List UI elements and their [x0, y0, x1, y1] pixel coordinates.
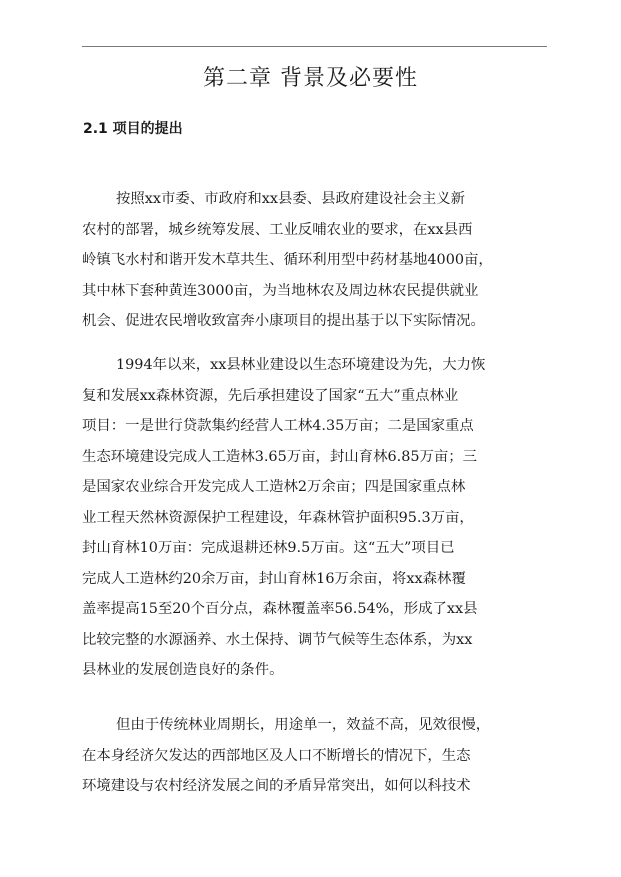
paragraph-line: 其中林下套种黄连3000亩，为当地林农及周边林农民提供就业 — [82, 282, 479, 299]
paragraph-line: 在本身经济欠发达的西部地区及人口不断增长的情况下，生态 — [82, 747, 471, 764]
paragraph-line: 农村的部署，城乡统筹发展、工业反哺农业的要求，在xx县西 — [82, 221, 473, 238]
paragraph-line: 比较完整的水源涵养、水土保持、调节气候等生态体系，为xx — [82, 631, 473, 648]
paragraph-line: 机会、促进农民增收致富奔小康项目的提出基于以下实际情况。 — [82, 313, 485, 329]
paragraph-line: 县林业的发展创造良好的条件。 — [82, 662, 284, 678]
paragraph-2 — [82, 350, 548, 686]
paragraph-line: 是国家农业综合开发完成人工造林2万余亩；四是国家重点林 — [82, 479, 466, 495]
paragraph-1 — [82, 184, 548, 337]
paragraph-line: 封山育林10万亩：完成退耕还林9.5万亩。这“五大”项目已 — [82, 540, 455, 556]
section-heading: 2.1 项目的提出 — [83, 121, 183, 137]
paragraph-line: 生态环境建设完成人工造林3.65万亩，封山育林6.85万亩；三 — [82, 448, 478, 465]
paragraph-line: 复和发展xx森林资源，先后承担建设了国家“五大”重点林业 — [82, 387, 459, 404]
chapter-title: 第二章 背景及必要性 — [203, 66, 418, 91]
paragraph-line: 业工程天然林资源保护工程建设，年森林管护面积95.3万亩， — [82, 509, 474, 526]
paragraph-line: 盖率提高15至20个百分点，森林覆盖率56.54%，形成了xx县 — [82, 601, 478, 617]
paragraph-line: 环境建设与农村经济发展之间的矛盾异常突出，如何以科技术 — [82, 778, 471, 794]
paragraph-line: 但由于传统林业周期长，用途单一，效益不高，见效很慢， — [116, 717, 491, 733]
paragraph-line: 岭镇飞水村和谐开发木草共生、循环利用型中药材基地4000亩， — [82, 252, 493, 268]
paragraph-line: 项目：一是世行贷款集约经营人工林4.35万亩；二是国家重点 — [82, 418, 474, 434]
header-rule — [82, 46, 547, 47]
paragraph-3 — [82, 710, 548, 802]
paragraph-line: 完成人工造林约20余万亩，封山育林16万余亩，将xx森林覆 — [82, 570, 466, 587]
paragraph-line: 1994年以来，xx县林业建设以生态环境建设为先，大力恢 — [116, 357, 486, 373]
paragraph-line: 按照xx市委、市政府和xx县委、县政府建设社会主义新 — [116, 191, 466, 207]
